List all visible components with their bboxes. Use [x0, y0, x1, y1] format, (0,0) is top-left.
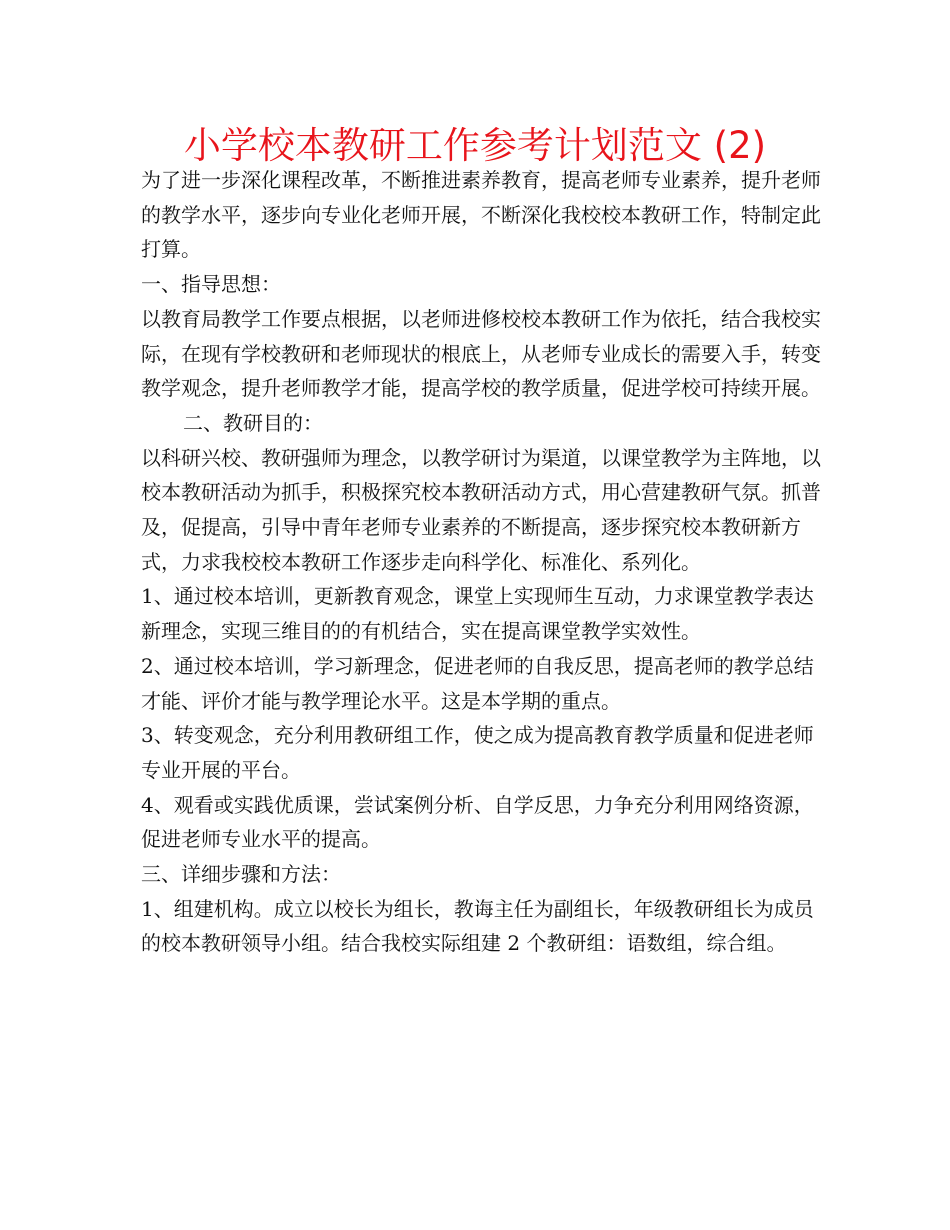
- goal-item-3: 3、转变观念，充分利用教研组工作，使之成为提高教育教学质量和促进老师专业开展的平台。: [141, 723, 814, 782]
- document-body: [141, 163, 821, 961]
- section-heading-research-goals: 二、教研目的：: [183, 410, 323, 435]
- document-title: 小学校本教研工作参考计划范文 (2): [183, 124, 767, 167]
- step-item-1: 1、组建机构。成立以校长为组长，教诲主任为副组长，年级教研组长为成员的校本教研领导小组。结合我校实际组建 2 个教研组：语数组，综合组。: [141, 896, 814, 956]
- goal-item-1: 1、通过校本培训，更新教育观念，课堂上实现师生互动，力求课堂教学表达新理念，实现三维目的的有机结合，实在提高课堂教学实效性。: [141, 584, 814, 644]
- section-heading-steps-methods: 三、详细步骤和方法：: [141, 862, 341, 887]
- goal-item-4: 4、观看或实践优质课，尝试案例分析、自学反思，力争充分利用网络资源，促进老师专业水平的提高。: [141, 792, 814, 852]
- intro-paragraph: 为了进一步深化课程改革，不断推进素养教育，提高老师专业素养，提升老师的教学水平，逐步向专业化老师开展，不断深化我校校本教研工作，特制定此打算。: [141, 168, 821, 262]
- goal-item-2: 2、通过校本培训，学习新理念，促进老师的自我反思，提高老师的教学总结才能、评价才能与教学理论水平。这是本学期的重点。: [141, 653, 814, 713]
- research-goals-paragraph: 以科研兴校、教研强师为理念，以教学研讨为渠道，以课堂教学为主阵地，以校本教研活动为抓手，积极探究校本教研活动方式，用心营建教研气氛。抓普及，促提高，引导中青年老师专业素养的不断提高，逐步探究校本教研新方式，力求我校校本教研工作逐步走向科学化、标准化、系列化。: [141, 445, 821, 574]
- guiding-ideology-paragraph: 以教育局教学工作要点根据，以老师进修校校本教研工作为依托，结合我校实际，在现有学校教研和老师现状的根底上，从老师专业成长的需要入手，转变教学观念，提升老师教学才能，提高学校的教学质量，促进学校可持续开展。: [141, 306, 821, 401]
- section-heading-guiding-ideology: 一、指导思想：: [141, 272, 281, 297]
